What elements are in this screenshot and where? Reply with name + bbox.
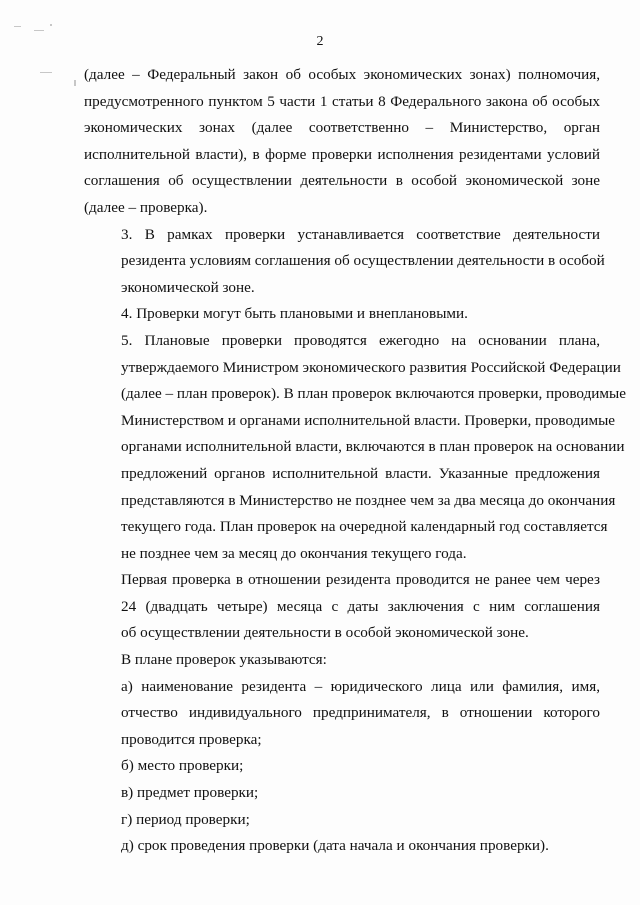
text-line: (далее – Федеральный закон об особых экономических зонах) полномочия, xyxy=(84,66,600,83)
text-line: 3. В рамках проверки устанавливается соответствие деятельности xyxy=(121,225,600,243)
scan-artifact xyxy=(40,72,52,73)
text-line: предложений органов исполнительной власти. Указанные предложения xyxy=(121,464,600,482)
paragraph xyxy=(84,222,605,302)
text-line: г) период проверки; xyxy=(121,810,250,828)
text-line: исполнительной власти), в форме проверки исполнения резидентами условий xyxy=(84,145,600,163)
scan-artifact xyxy=(74,80,76,86)
paragraph xyxy=(84,328,626,567)
text-line: 24 (двадцать четыре) месяца с даты заключения с ним соглашения xyxy=(121,597,600,615)
text-line: резидента условиям соглашения об осуществлении деятельности в особой xyxy=(121,252,605,270)
text-line: экономических зонах (далее соответственно – Министерство, орган xyxy=(84,119,600,137)
paragraph xyxy=(84,647,600,674)
text-line: (далее – проверка). xyxy=(84,198,208,216)
text-line: Министерством и органами исполнительной власти. Проверки, проводимые xyxy=(121,411,616,429)
paragraph xyxy=(84,833,600,860)
text-line: д) срок проведения проверки (дата начала и окончания проверки). xyxy=(121,837,549,855)
text-line: Первая проверка в отношении резидента проводится не ранее чем через xyxy=(121,571,600,589)
text-line: экономической зоне. xyxy=(121,278,255,296)
text-line: В плане проверок указываются: xyxy=(121,651,327,669)
text-line: утверждаемого Министром экономического развития Российской Федерации xyxy=(121,358,621,376)
paragraph xyxy=(84,807,600,834)
paragraph xyxy=(84,567,600,647)
text-line: предусмотренного пунктом 5 части 1 статьи 8 Федерального закона об особых xyxy=(84,92,600,110)
scan-artifact xyxy=(50,24,52,26)
text-line: текущего года. План проверок на очередной календарный год составляется xyxy=(121,518,608,536)
paragraph xyxy=(84,780,600,807)
text-line: представляются в Министерство не позднее чем за два месяца до окончания xyxy=(121,491,616,509)
paragraph xyxy=(84,674,600,754)
text-line: органами исполнительной власти, включаются в план проверок на основании xyxy=(121,438,625,456)
paragraph xyxy=(84,301,600,328)
text-line: в) предмет проверки; xyxy=(121,784,259,802)
paragraph xyxy=(84,62,600,222)
scan-artifact xyxy=(14,26,21,27)
text-line: (далее – план проверок). В план проверок включаются проверки, проводимые xyxy=(121,385,626,403)
text-line: соглашения об осуществлении деятельности в особой экономической зоне xyxy=(84,172,600,190)
page-number: 2 xyxy=(316,34,324,49)
text-line: 5. Плановые проверки проводятся ежегодно на основании плана, xyxy=(121,331,600,349)
text-line: проводится проверка; xyxy=(121,730,262,748)
text-line: а) наименование резидента – юридического лица или фамилия, имя, xyxy=(121,677,600,695)
text-line: 4. Проверки могут быть плановыми и внеплановыми. xyxy=(121,305,468,323)
text-line: б) место проверки; xyxy=(121,757,244,775)
document-body xyxy=(84,62,626,860)
paragraph xyxy=(84,753,600,780)
text-line: не позднее чем за месяц до окончания текущего года. xyxy=(121,544,467,562)
scan-artifact xyxy=(34,30,44,31)
text-line: об осуществлении деятельности в особой экономической зоне. xyxy=(121,624,529,642)
text-line: отчество индивидуального предпринимателя, в отношении которого xyxy=(121,704,600,722)
